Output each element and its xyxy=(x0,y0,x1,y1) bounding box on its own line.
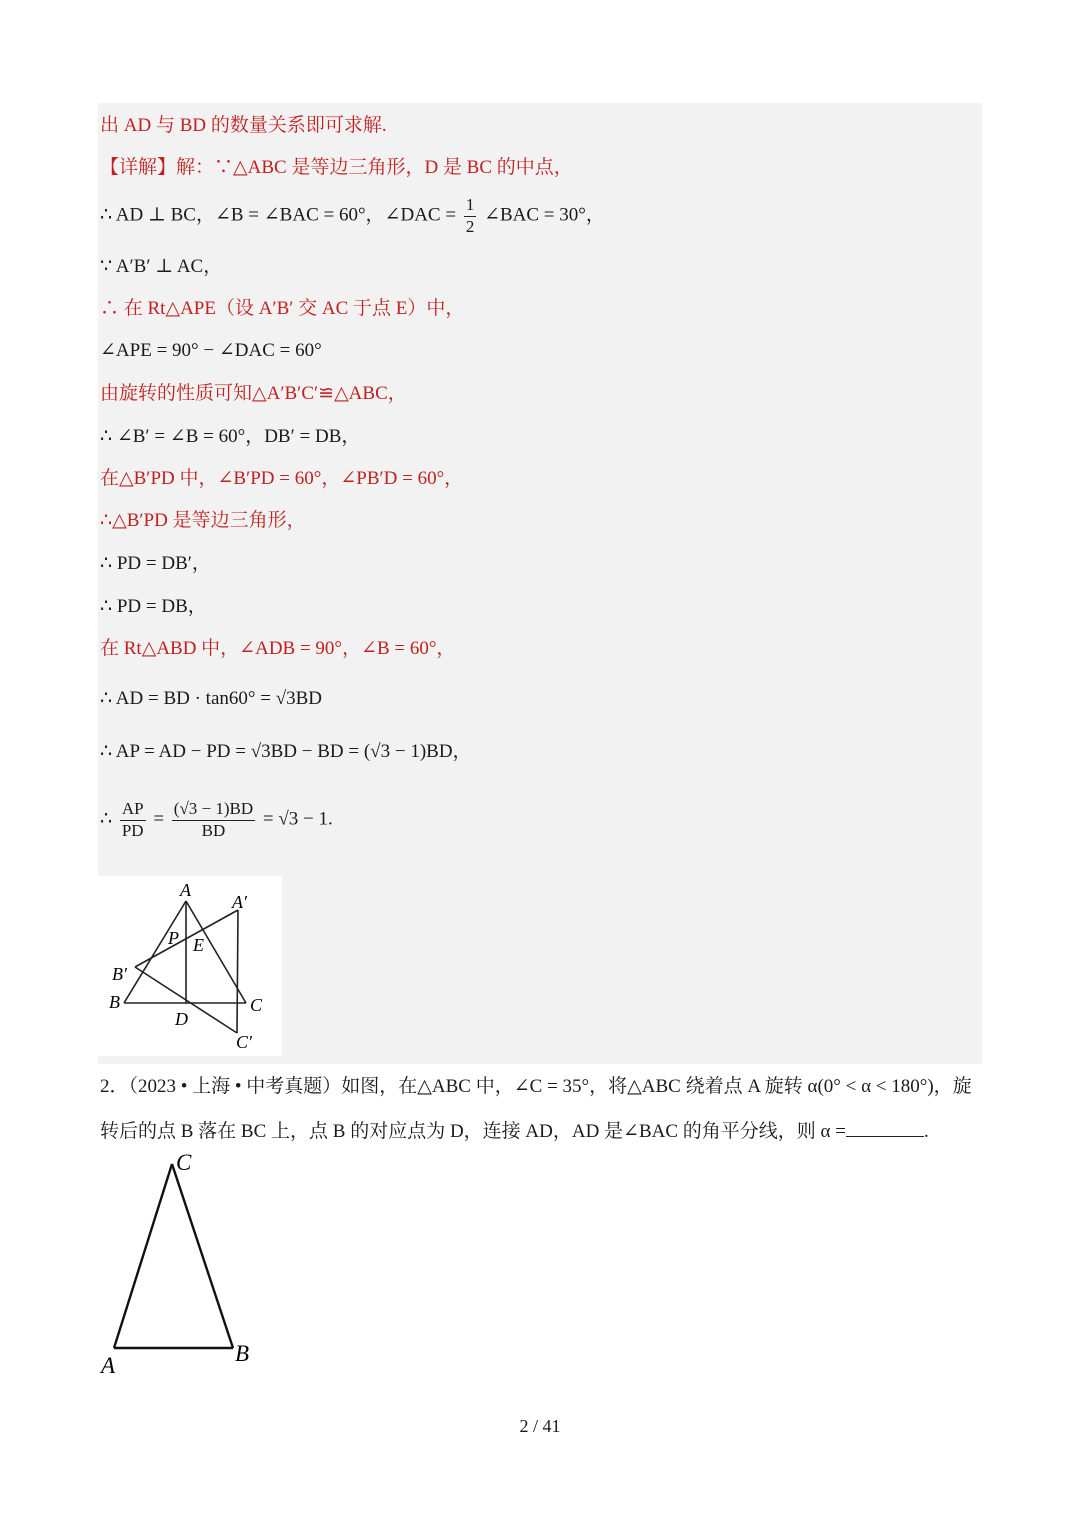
solution-line-12: 在 Rt△ABD 中，∠ADB = 90°，∠B = 60°， xyxy=(100,638,456,659)
solution-line-4: ∴ 在 Rt△APE（设 A′B′ 交 AC 于点 E）中， xyxy=(100,298,465,319)
solution-line-14: ∴ AP = AD − PD = √3BD − BD = (√3 − 1)BD， xyxy=(100,741,472,762)
formula-result: = √3 − 1. xyxy=(262,808,333,830)
formula-text: ∴ AD ⊥ BC，∠B = ∠BAC = 60°，∠DAC = xyxy=(100,204,457,226)
triangle-diagram-2 xyxy=(96,1148,266,1380)
fraction-numerator: 1 xyxy=(464,196,477,217)
solution-line-7: ∴ ∠B′ = ∠B = 60°，DB′ = DB， xyxy=(100,426,361,447)
solution-line-5: ∠APE = 90° − ∠DAC = 60° xyxy=(100,340,322,361)
label-e: E xyxy=(193,935,204,955)
label-a: A xyxy=(101,1353,116,1378)
solution-text: 解：∵△ABC 是等边三角形，D 是 BC 的中点， xyxy=(176,157,573,178)
solution-line-6: 由旋转的性质可知△A′B′C′≌△ABC， xyxy=(100,383,407,404)
label-c-prime: C′ xyxy=(236,1032,252,1052)
question-2-end: . xyxy=(923,1121,929,1142)
fraction-denominator: 2 xyxy=(465,216,475,236)
solution-line-10: ∴ PD = DB′， xyxy=(100,553,211,574)
fraction-denominator: PD xyxy=(121,820,144,840)
solution-intro-line: 出 AD 与 BD 的数量关系即可求解. xyxy=(100,115,387,136)
label-b: B xyxy=(109,992,120,1012)
fraction-numerator: AP xyxy=(120,800,146,821)
figure-rotation-triangles xyxy=(98,876,282,1056)
label-c: C xyxy=(176,1150,192,1175)
solution-line-3: ∵ A′B′ ⊥ AC， xyxy=(100,256,223,277)
solution-line-9: ∴△B′PD 是等边三角形， xyxy=(100,510,306,531)
label-a: A xyxy=(180,880,191,900)
page-number: 2 / 41 xyxy=(519,1416,561,1436)
label-b: B xyxy=(235,1341,250,1366)
fraction-denominator: BD xyxy=(201,820,226,840)
detail-heading: 【详解】 xyxy=(100,157,177,178)
answer-blank xyxy=(846,1120,924,1137)
label-d: D xyxy=(175,1009,188,1029)
solution-line-13: ∴ AD = BD · tan60° = √3BD xyxy=(100,688,323,709)
fraction-expression xyxy=(172,800,255,840)
solution-line-15 xyxy=(100,800,333,840)
label-p: P xyxy=(168,928,179,948)
solution-line-2 xyxy=(100,196,605,236)
label-c: C xyxy=(250,995,263,1015)
fraction-ap-pd xyxy=(120,800,146,840)
label-a-prime: A′ xyxy=(232,892,247,912)
fraction-half xyxy=(464,196,477,236)
solution-line-11: ∴ PD = DB， xyxy=(100,596,207,617)
label-b-prime: B′ xyxy=(112,964,127,984)
formula-text: ∠BAC = 30°， xyxy=(484,204,605,226)
solution-line-8: 在△B′PD 中，∠B′PD = 60°，∠PB′D = 60°， xyxy=(100,468,464,489)
equals-sign: = xyxy=(153,808,165,830)
solution-line-1 xyxy=(100,158,573,177)
question-2-line-2 xyxy=(100,1120,929,1141)
question-2-line-1: 2．（2023 • 上海 • 中考真题）如图，在△ABC 中，∠C = 35°，将△ABC 绕着点 A 旋转 α(0° < α < 180°)，旋 xyxy=(100,1076,972,1097)
question-2-text: 转后的点 B 落在 BC 上，点 B 的对应点为 D，连接 AD，AD 是∠BAC 的角平分线，则 α = xyxy=(100,1121,846,1142)
triangle-diagram-1 xyxy=(98,876,282,1056)
therefore-symbol: ∴ xyxy=(100,808,113,830)
fraction-numerator: (√3 − 1)BD xyxy=(172,800,255,821)
